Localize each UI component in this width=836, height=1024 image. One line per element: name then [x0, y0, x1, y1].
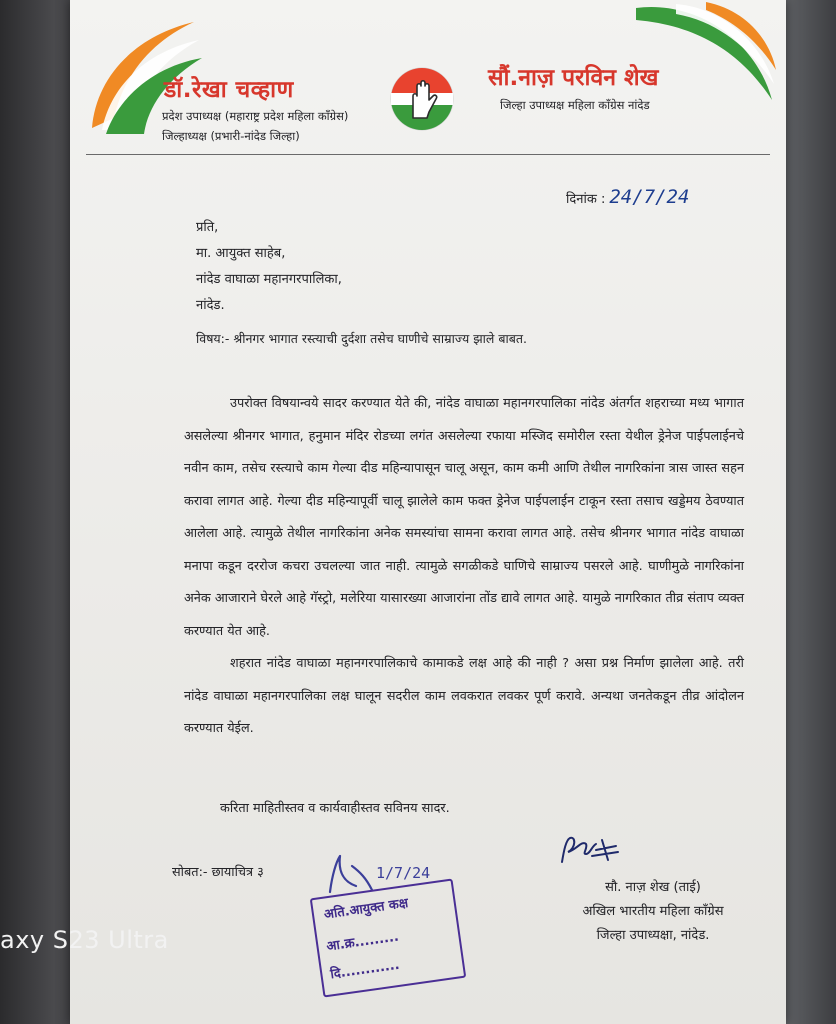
- address-line-3: नांदेड वाघाळा महानगरपालिका,: [196, 272, 342, 287]
- signatory-organisation: अखिल भारतीय महिला काँग्रेस: [582, 904, 724, 919]
- stamp-line-2: दि............: [329, 957, 401, 983]
- letterhead-right-designation: जिल्हा उपाध्यक्ष महिला काँग्रेस नांदेड: [500, 98, 650, 112]
- address-line-2: मा. आयुक्त साहेब,: [196, 246, 286, 261]
- address-line-1: प्रति,: [196, 220, 219, 235]
- date-value: 24/7/24: [609, 186, 690, 208]
- recipient-address: [196, 215, 342, 319]
- date-label: दिनांक :: [566, 192, 606, 207]
- stamp-title: अति.आयुक्त कक्ष: [323, 895, 410, 923]
- handwritten-signature-icon: [556, 832, 626, 872]
- signatory-name: सौ. नाज़ शेख (ताई): [605, 880, 701, 895]
- letterhead-divider: [86, 154, 770, 155]
- signatory-block: [548, 876, 758, 948]
- letterhead-left-designation: [162, 106, 348, 146]
- signatory-designation: जिल्हा उपाध्यक्षा, नांदेड.: [596, 928, 710, 943]
- letterhead-right-name: सौं.नाज़ परविन शेख: [488, 65, 659, 91]
- closing-line: करिता माहितीस्तव व कार्यवाहीस्तव सविनय सादर.: [220, 801, 450, 816]
- letter-subject: विषय:- श्रीनगर भागात रस्त्याची दुर्दशा तसेच घाणीचे साम्राज्य झाले बाबत.: [196, 331, 527, 346]
- letterhead-left-name: डॉ.रेखा चव्हाण: [164, 77, 294, 103]
- enclosure-line: सोबत:- छायाचित्र ३: [172, 865, 264, 880]
- office-stamp: [310, 878, 467, 997]
- stamp-line-1: आ.क्र.........: [325, 929, 400, 955]
- address-line-4: नांदेड.: [196, 298, 225, 313]
- letter-body: [184, 388, 744, 746]
- left-designation-line-2: जिल्हाध्यक्ष (प्रभारी-नांदेड जिल्हा): [162, 129, 300, 143]
- body-paragraph-2: शहरात नांदेड वाघाळा महानगरपालिकाचे कामाकडे लक्ष आहे की नाही ? असा प्रश्न निर्माण झालेला आहे. तरी नांदेड वाघाळा महानगरपालिका लक्ष घालून सदरील काम लवकरात लवकर पूर्ण करावे. अन्यथा जनतेकडून तीव्र आंदोलन करण्यात येईल.: [184, 656, 744, 736]
- left-designation-line-1: प्रदेश उपाध्यक्ष (महाराष्ट्र प्रदेश महिला काँग्रेस): [162, 109, 349, 123]
- body-paragraph-1: उपरोक्त विषयान्वये सादर करण्यात येते की, नांदेड वाघाळा महानगरपालिका नांदेड अंतर्गत शहराच्या मध्य भागात असलेल्या श्रीनगर भागात, हनुमान मंदिर रोडच्या लगंत असलेल्या रफाया मस्जिद समोरील रस्ता येथील ड्रेनेज पाईपलाईनचे नवीन काम, तसेच रस्त्याचे काम गेल्या दीड महिन्यापासून चालू असून, काम कमी आणि तेथील नागरिकांना त्रास जास्त सहन करावा लागत आहे. गेल्या दीड महिन्यापूर्वी चालू झालेले काम फक्त ड्रेनेज पाईपलाईन टाकून रस्ता तसाच खड्डेमय ठेवण्यात आलेला आहे. त्यामुळे तेथील नागरिकांना अनेक समस्यांचा सामना करावा लागत आहे. तसेच श्रीनगर भागात नांदेड वाघाळा मनापा कडून दररोज कचरा उचलल्या जात नाही. त्यामुळे सगळीकडे घाणिचे साम्राज्य पसरले आहे. घाणीमुळे नागरिकांना अनेक आजाराने घेरले आहे गॅस्ट्रो, मलेरिया यासारख्या आजारांना तोंड द्यावे लागत आहे. यामुळे नागरिकात तीव्र संताप व्यक्त करण्यात येत आहे.: [184, 396, 744, 639]
- camera-watermark: axy S23 Ultra: [0, 926, 169, 954]
- date-row: [566, 186, 689, 208]
- letter-paper: [70, 0, 786, 1024]
- stamp-note-text: 1/7/24: [376, 864, 431, 882]
- congress-hand-logo-icon: [389, 66, 455, 132]
